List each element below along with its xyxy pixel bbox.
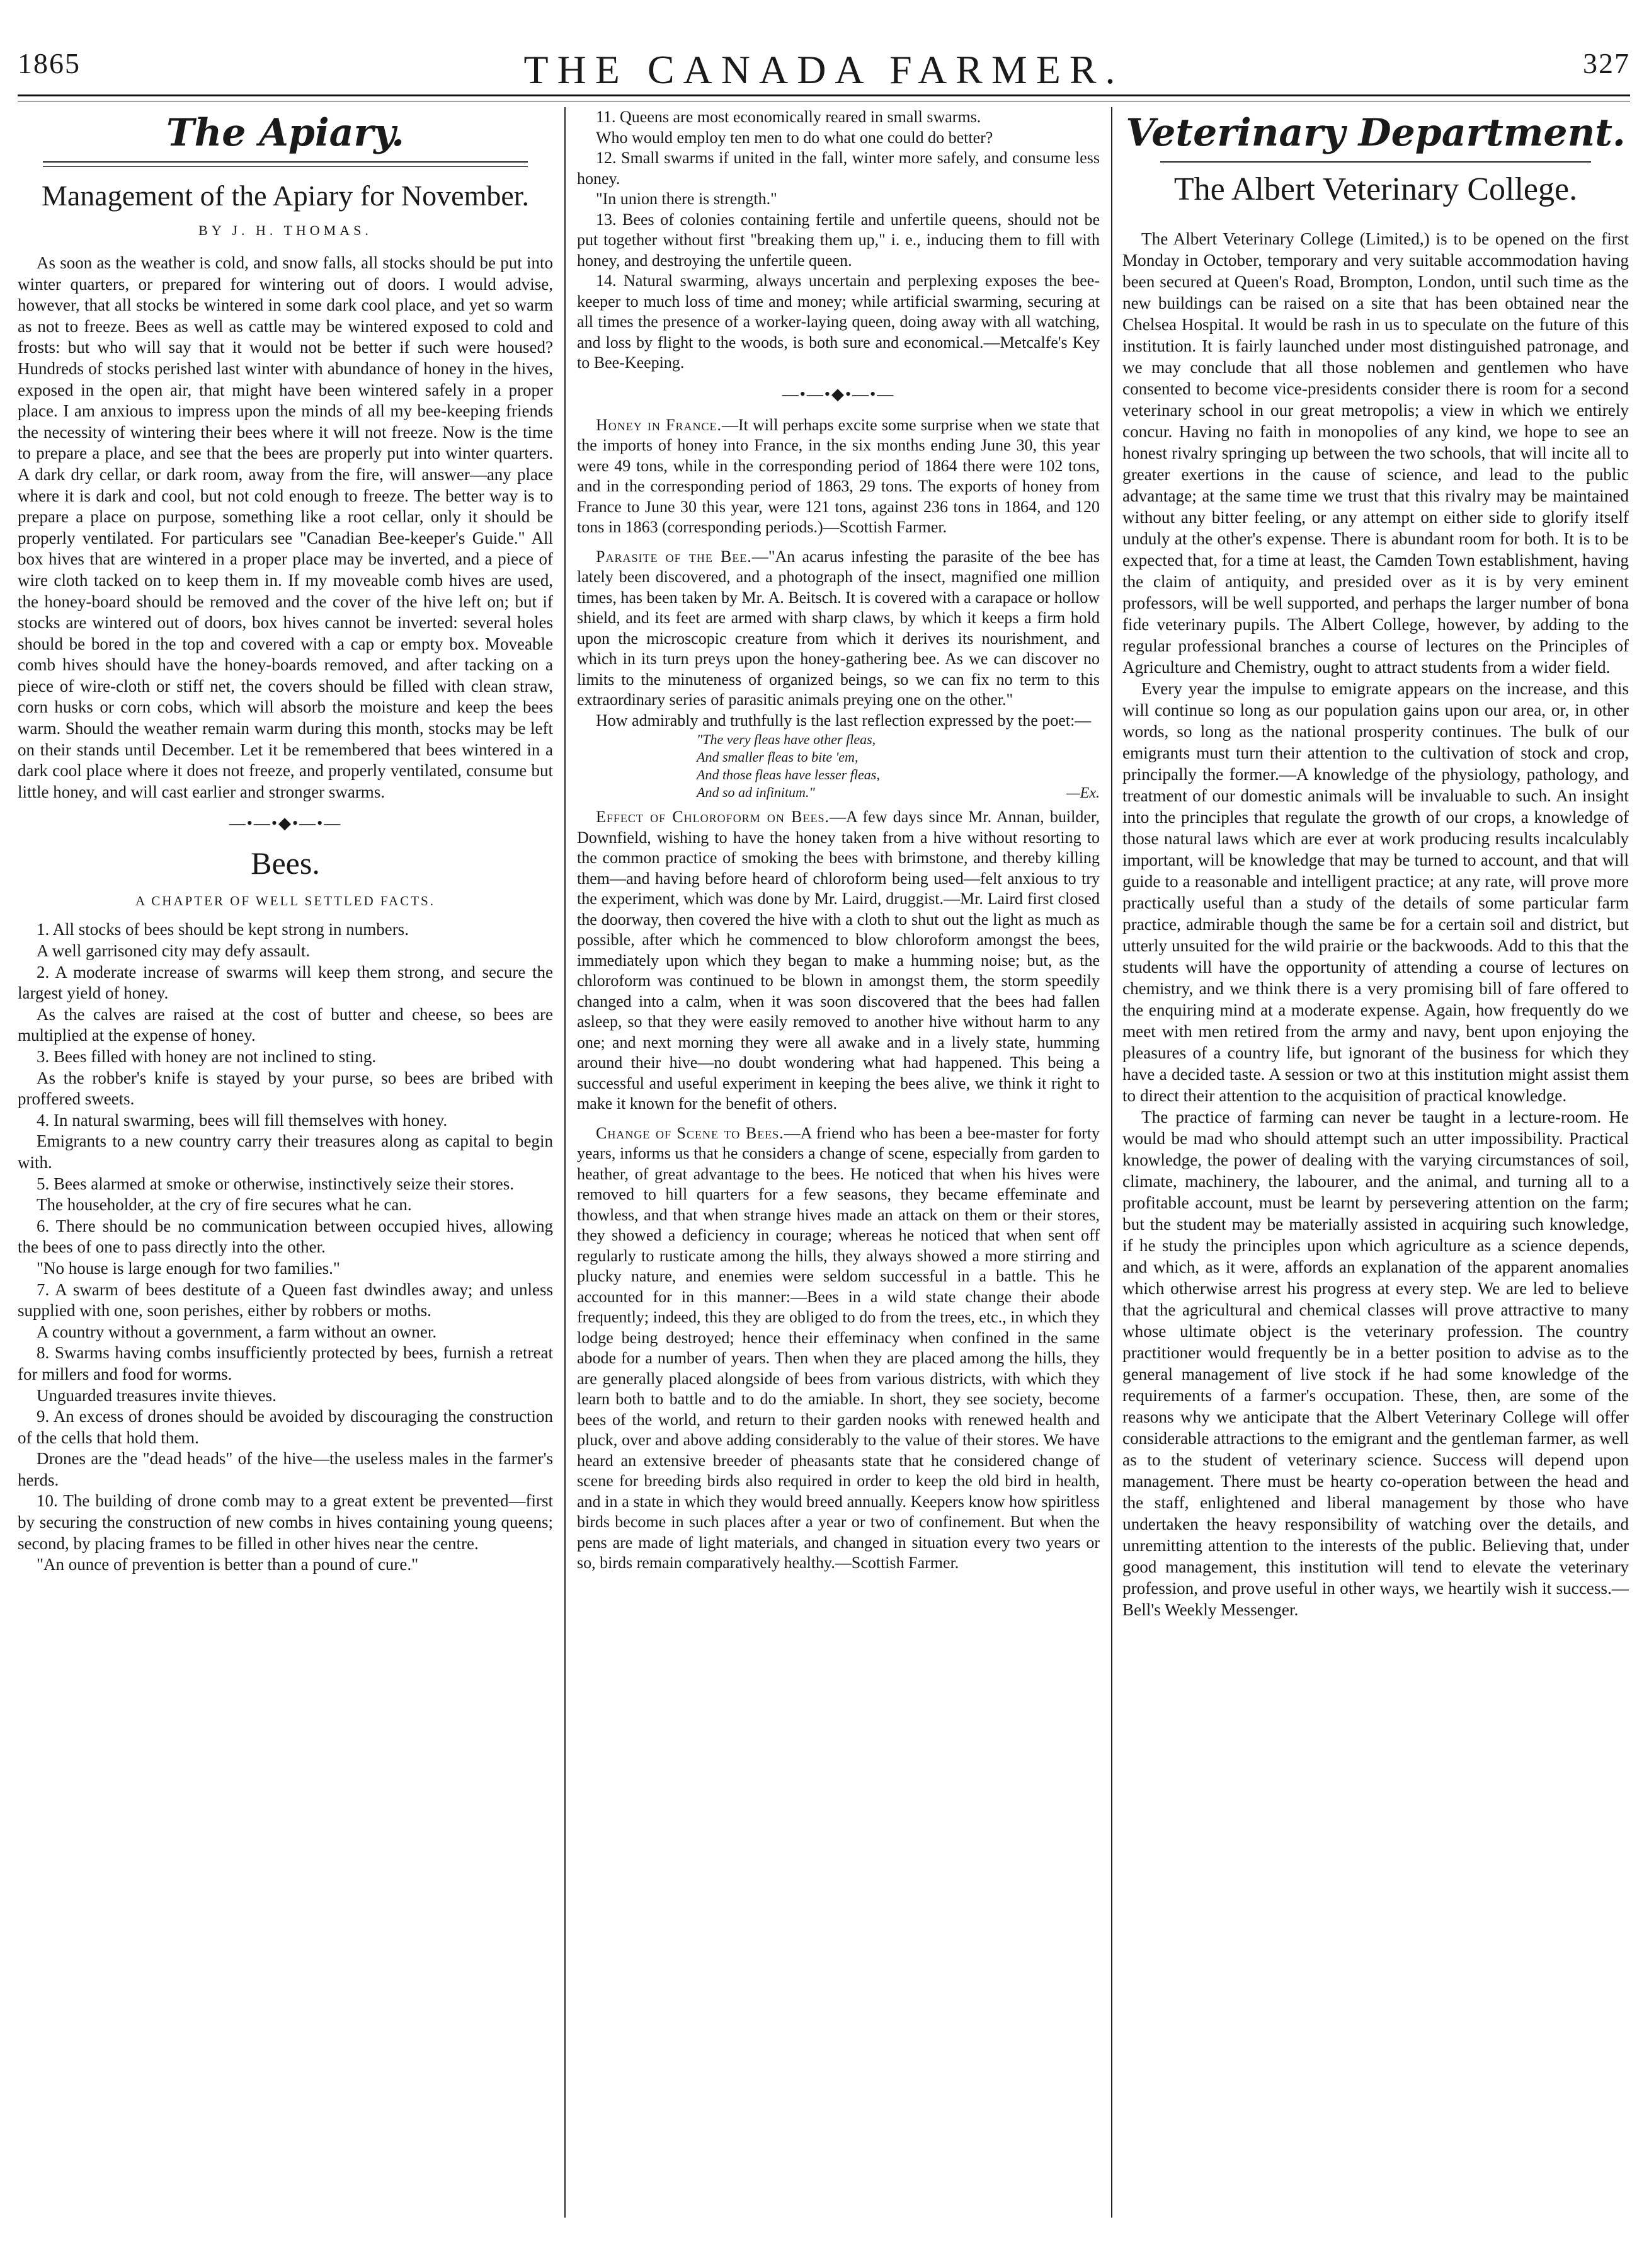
rule-item: 14. Natural swarming, always uncertain and perplexing exposes the bee-keeper to much loss of time and money; while artificial swarming, securing at all times the presence of a worker-laying queen, doing away with all watching, and loss by flight to the woods, is both sure and economical.—Metcalfe's Key to Bee-Keeping. [577,272,1100,372]
column-veterinary [1122,107,1629,2230]
section-rule [43,161,528,163]
section-title-veterinary: Veterinary Department. [1126,111,1626,155]
news-item-text: —A few days since Mr. Annan, builder, Downfield, wishing to have the honey taken from a hive without resorting to the common practice of smoking the bees with brimstone, and thereby killing them—and having before heard of chloroform being used—felt anxious to try the experiment, which was done by Mr. Laird, druggist.—Mr. Laird first closed the doorway, then covered the hive with a cloth to shut out the light as much as possible, after which he commenced to blow chloroform amongst the bees, immediately upon which they began to make a humming noise; but, as the chloroform was continued to be blown in amongst them, the storm speedily changed into a calm, when it was soon discovered that the bees had fallen asleep, so that they were easily removed to another hive without harm to any one; and next morning they were all awake and in a lively state, humming around their hive—no doubt wondering what had happened. This being a successful and useful experiment in keeping the bees alive, we think it right to make it known for the benefit of others. [577,808,1100,1113]
newspaper-title: THE CANADA FARMER. [523,47,1124,92]
article-paragraph: As soon as the weather is cold, and snow falls, all stocks should be put into winter quarters, or prepared for wintering out of doors. I would advise, however, that all stocks be wintered in some dark cool place, and yet so warm as not to freeze. Bees as well as cattle may be wintered exposed to cold and frosts: but who will say that it would not be better if such were housed? Hundreds of stocks perished last winter with abundance of honey in the hives, exposed in the open air, that might have been wintered safely in a proper place. I am anxious to impress upon the minds of all my bee-keeping friends the necessity of wintering their bees where it will not freeze. Now is the time to prepare a place, and see that the bees are properly put into winter quarters. A dark dry cellar, or dark room, away from the fire, will answer—any place where it is dark and cool, but not cold enough to freeze. The better way is to prepare a place on purpose, something like a root cellar, only it should be properly ventilated. For particulars see "Canadian Bee-keeper's Guide." All box hives that are wintered in a proper place may be inverted, and a piece of wire cloth tacked on to keep them in. If my moveable comb hives are used, the honey-board should be removed and the cover of the hive left on; but if stocks are wintered out of doors, box hives cannot be inverted: several holes should be bored in the top and covered with a cap or empty box. Moveable comb hives should have the honey-boards removed, and after tacking on a piece of wire-cloth or stiff net, the covers should be filled with clean straw, corn husks or corn cobs, which will absorb the moisture and keep the bees warm. Should the weather remain warm during this month, stocks may be left on their stands until December. Let it be remembered that bees wintered in a dark cool place where it does not freeze, and properly ventilated, consume but little honey, and will cast earlier and stronger swarms. [18,253,553,801]
rule-item: 3. Bees filled with honey are not inclined to sting. [37,1047,377,1066]
section-rule [1160,161,1591,163]
rule-item: 11. Queens are most economically reared in small swarms. [596,108,981,126]
poem-line: And so ad infinitum." [697,784,815,800]
issue-year: 1865 [18,47,81,79]
ornament-divider: —•—•◆•—•— [782,384,895,403]
article-paragraph: The practice of farming can never be taught in a lecture-room. He would be mad who should attempt such an utter impossibility. Practical knowledge, the power of dealing with the varying circumstances of soil, climate, machinery, the labourer, and the animal, and turning all to a profitable account, must be learnt by persevering attention on the farm; but the student may be materially assisted in acquiring such knowledge, if he study the principles upon which agriculture as a science depends, and which, as it were, affords an explanation of the apparent anomalies which otherwise arrest his progress at every step. We are led to believe that the agricultural and chemical classes will prove attractive to many whose ultimate object is the veterinary profession. The country practitioner would frequently be in a better position to advise as to the general management of live stock if he had some knowledge of the requirements of a farmer's occupation. These, then, are some of the reasons why we anticipate that the Albert Veterinary College will offer considerable attractions to the emigrant and the gentleman farmer, as well as to the student of veterinary science. Success will depend upon management. There must be hearty co-operation between the head and the staff, enlightened and liberal management by those who have undertaken the heavy responsibility of watching over the details, and unremitting attention to the interests of the public. Believing that, under good management, this institution will tend to elevate the veterinary profession, and prove useful in other ways, we heartily wish it success.—Bell's Weekly Messenger. [1122,1108,1629,1619]
article-title: Management of the Apiary for November. [41,180,530,212]
news-item-change-of-scene [577,1123,1100,1574]
page-number: 327 [1583,47,1630,79]
column-apiary [18,107,553,2230]
rule-item: 5. Bees alarmed at smoke or otherwise, instinctively seize their stores. [37,1174,515,1193]
news-item-chloroform [577,807,1100,1114]
news-item-heading: Parasite of the Bee. [596,547,752,566]
rule-item: 13. Bees of colonies containing fertile and unfertile queens, should not be put together without first "breaking them up," i. e., inducing them to fill with honey, and destroying the unfertile queen. [577,210,1100,270]
rule-item: 1. All stocks of bees should be kept strong in numbers. [37,920,409,939]
rule-proverb: Who would employ ten men to do what one could do better? [596,128,993,147]
rule-proverb: Drones are the "dead heads" of the hive—the useless males in the farmer's herds. [18,1449,553,1489]
rule-proverb: Emigrants to a new country carry their treasures along as capital to begin with. [18,1131,553,1172]
masthead [18,47,1630,93]
article-paragraph: Every year the impulse to emigrate appears on the increase, and this will continue so long as our population gains upon our area, or, in other words, so long as the national prosperity continues. The bulk of our emigrants must turn their attention to the cultivation of stock and crop, principally the former.—A knowledge of the physiology, pathology, and treatment of our domestic animals will be invaluable to such. An insight into the principles that regulate the growth of our crops, a knowledge of those natural laws which are ever at work producing results incalculably important, will be knowledge that may be turned to account, and that will guide to a reasonable and intelligent practice; at any rate, will prove more practically useful than a study of the details of some particular farm practice, admirable though the same be for a certain soil and district, but utterly unsuited for the wild prairie or the backwoods. Add to this that the students will have the opportunity of attending a course of lectures on chemistry, and we think there is a very promising bill of fare offered to the enquiring mind at a moderate expense. Again, how frequently do we meet with men retired from the army and navy, bent upon enjoying the pleasures of a country life, but ignorant of the business for which they have a decided taste. A session or two at this institution might assist them to direct their attention to the acquisition of practical knowledge. [1122,679,1629,1105]
news-item-text: How admirably and truthfully is the last reflection expressed by the poet:— [596,711,1092,730]
news-item-text: —"An acarus infesting the parasite of the bee has lately been discovered, and a photograph of the insect, magnified one million times, has been taken by Mr. A. Beitsch. It is covered with a carapace or hollow shield, and its feet are armed with sharp claws, by which it keeps a firm hold upon the microscopic creature from which it derives its nourishment, and which in its turn preys upon the honey-gathering bee. As we can discover no limits to the minuteness of organized beings, so we can fix no term to this extraordinary series of parasitic animals preying one on the other." [577,547,1100,709]
rule-item: 9. An excess of drones should be avoided by discouraging the construction of the cells that hold them. [18,1407,553,1447]
rule-proverb: As the calves are raised at the cost of butter and cheese, so bees are multiplied at the expense of honey. [18,1004,553,1045]
rule-proverb: A country without a government, a farm without an owner. [37,1322,437,1341]
news-item-text: —It will perhaps excite some surprise when we state that the imports of honey into France, in the six months ending June 30, this year were 49 tons, while in the corresponding period of 1864 there were 102 tons, and in the corresponding period of 1863, 29 tons. The exports of honey from France to June 30 this year, were 121 tons, against 236 tons in 1864, and 120 tons in 1863 (corresponding periods.)—Scottish Farmer. [577,415,1100,536]
rule-proverb: "An ounce of prevention is better than a pound of cure." [37,1555,419,1574]
news-item-honey-france [577,415,1100,538]
article-title: The Albert Veterinary College. [1173,171,1578,207]
article-paragraph: The Albert Veterinary College (Limited,) is to be opened on the first Monday in October, temporary and very suitable accommodation having been secured at Queen's Road, Brompton, London, until such time as the new buildings can be raised on a site that has been obtained near the Chelsea Hospital. It would be rash in us to speculate on the future of this institution. It is fairly launched under most distinguished patronage, and we may conclude that all those noblemen and gentlemen who have consented to become vice-presidents consider there is room for a second veterinary school in our great metropolis; a view in which we entirely concur. Having no faith in monopolies of any kind, we hope to see an honest rivalry springing up between the two schools, that will incite all to greater exertions in the cause of science, and lead to the public advantage; at the same time we trust that this rivalry may be maintained without any bitter feeling, or any attempt on either side to glorify itself unduly at the other's expense. There is abundant room for both. It is to be expected that, for a time at least, the Camden Town establishment, having the claim of antiquity, and presided over as it is by very eminent professors, will be well supported, and perhaps the larger number of bona fide veterinary pupils. The Albert College, however, by adding to the regular professional branches a course of lectures on the Principles of Agriculture and Chemistry, ought to attract students from a wider field. [1122,229,1629,677]
column-divider [1111,107,1112,2218]
rule-item: 7. A swarm of bees destitute of a Queen fast dwindles away; and unless supplied with one, soon perishes, either by robbers or moths. [18,1280,553,1320]
rule-proverb: A well garrisoned city may defy assault. [37,941,311,961]
article-title-bees: Bees. [251,845,320,881]
rule-item: 6. There should be no communication between occupied hives, allowing the bees of one to pass directly into the other. [18,1216,553,1257]
byline: BY J. H. THOMAS. [198,222,372,238]
poem-source: —Ex. [1066,785,1100,801]
section-title-apiary: The Apiary. [166,111,404,155]
rule-proverb: "No house is large enough for two families." [37,1258,340,1278]
section-rule-thin [43,166,528,167]
news-item-text: —A friend who has been a bee-master for forty years, informs us that he considers a change of scene, especially from garden to heather, of great advantage to the bees. He noticed that when his hives were removed to hill quarters for a few seasons, they became effeminate and thowless, and that when strange hives made an attack on them or their stores, they showed a deficiency in courage; whereas he noticed that when sent off regularly to rusticate among the hills, they always showed a more stirring and plucky nature, and enemies were seldom successful in a battle. This he accounted for in this manner:—Bees in a wild state change their abode frequently; indeed, this they are obliged to do from the trees, etc., in which they lodge being destroyed; hence their effeminacy when confined in the same abode for a number of years. Then when they are placed among the hills, they are generally placed alongside of bees from various districts, with which they learn both to battle and to do the amiable. In short, they see society, become bees of the world, and return to their garden nooks with renewed health and pluck, over and above adding considerably to the value of their stores. We have heard an extensive breeder of pheasants state that he considered change of scene for breeding birds also required in order to keep the old bird in health, and in a state in which they would breed annually. Keepers know how spiritless birds become in such places after a year or two of confinement. But when the pens are made of light materials, and changed in situation every two years or so, birds remain comparatively healthy.—Scottish Farmer. [577,1123,1100,1572]
masthead-rule [18,94,1630,96]
rule-item: 10. The building of drone comb may to a great extent be prevented—first by securing the construction of new combs in hives containing young queens; second, by placing frames to be filled in other hives near the centre. [18,1491,553,1553]
rule-proverb: As the robber's knife is stayed by your purse, so bees are bribed with proffered sweets. [18,1068,553,1109]
rule-proverb: Unguarded treasures invite thieves. [37,1385,277,1405]
rule-proverb: "In union there is strength." [596,190,777,208]
article-subtitle: A CHAPTER OF WELL SETTLED FACTS. [135,893,435,909]
rule-item: 8. Swarms having combs insufficiently protected by bees, furnish a retreat for millers and food for worms. [18,1343,553,1383]
poem-line: And those fleas have lesser fleas, [697,767,880,782]
ornament-divider: —•—•◆•—•— [229,814,342,833]
column-divider [564,107,566,2218]
rule-item: 4. In natural swarming, bees will fill themselves with honey. [37,1110,448,1130]
news-item-heading: Honey in France. [596,415,722,434]
news-item-heading: Change of Scene to Bees. [596,1123,784,1142]
rule-item: 2. A moderate increase of swarms will keep them strong, and secure the largest yield of honey. [18,962,553,1003]
rule-item: 12. Small swarms if united in the fall, winter more safely, and consume less honey. [577,149,1100,188]
rule-proverb: The householder, at the cry of fire secures what he can. [37,1195,412,1215]
poem-line: And smaller fleas to bite 'em, [697,749,859,765]
news-item-heading: Effect of Chloroform on Bees. [596,808,830,826]
poem-line: "The very fleas have other fleas, [697,731,876,747]
news-item-parasite [577,547,1100,711]
column-middle [577,107,1100,2230]
